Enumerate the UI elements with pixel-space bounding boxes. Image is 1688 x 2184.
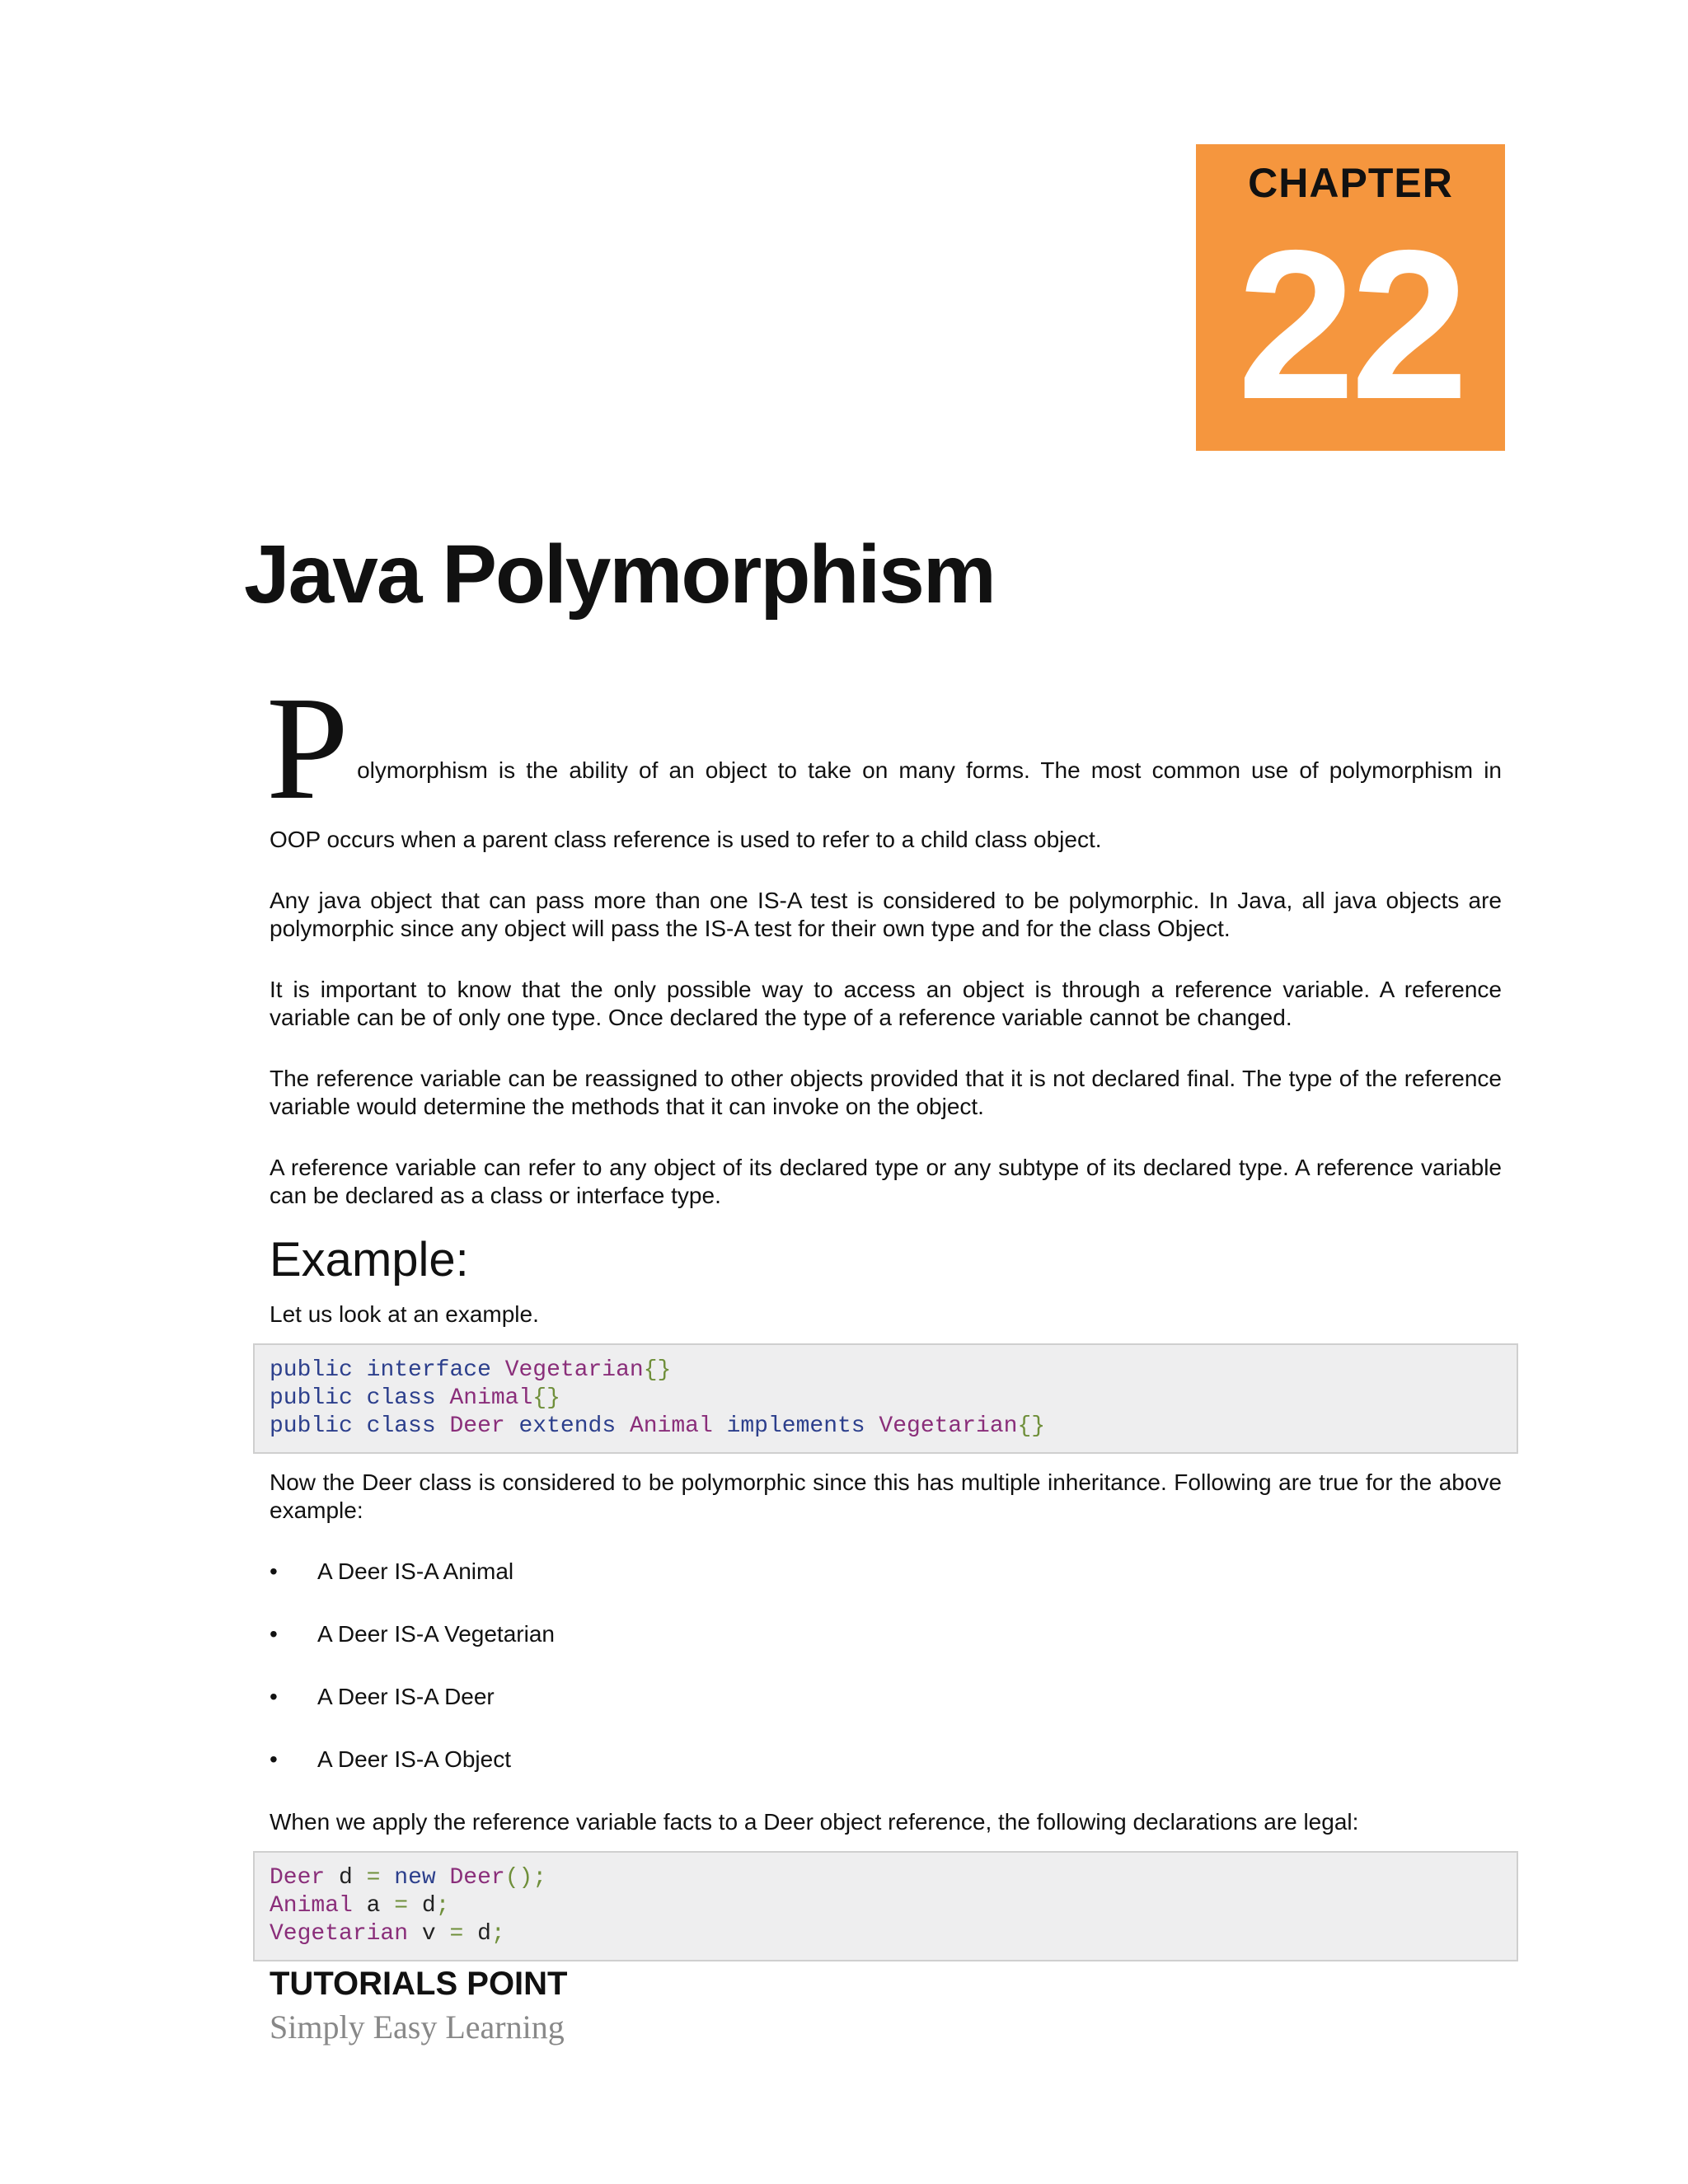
- code-token: public: [270, 1357, 353, 1383]
- page-title: Java Polymorphism: [244, 528, 995, 621]
- code-token: {}: [1017, 1413, 1046, 1439]
- declarations-intro: When we apply the reference variable facts to a Deer object reference, the following declarations are legal:: [270, 1809, 1359, 1835]
- code-token: Deer: [449, 1865, 505, 1891]
- code-token: ;: [490, 1921, 505, 1947]
- code-token: [616, 1413, 630, 1439]
- code-token: Animal: [270, 1893, 353, 1919]
- code-token: interface: [366, 1357, 491, 1383]
- code-token: =: [449, 1921, 464, 1947]
- list-item: • A Deer IS-A Deer: [270, 1683, 1502, 1711]
- code-token: ;: [435, 1893, 450, 1919]
- code-line: [270, 1357, 1502, 1385]
- code-token: v: [408, 1921, 450, 1947]
- code-token: [436, 1865, 450, 1891]
- code-line: [270, 1892, 1502, 1920]
- code-token: [380, 1865, 394, 1891]
- code-token: Animal: [629, 1413, 713, 1439]
- list-item: • A Deer IS-A Vegetarian: [270, 1620, 1502, 1648]
- code-token: {}: [532, 1385, 560, 1411]
- code-token: public: [270, 1413, 353, 1439]
- intro-first-line: olymorphism is the ability of an object to take on many forms. The most common use of polymorphism in: [357, 757, 1502, 783]
- code-token: Vegetarian: [504, 1357, 644, 1383]
- code-token: Vegetarian: [879, 1413, 1018, 1439]
- code-token: Deer: [270, 1865, 326, 1891]
- code-token: ();: [504, 1865, 547, 1891]
- code-token: [491, 1357, 505, 1383]
- code-token: Vegetarian: [270, 1921, 409, 1947]
- paragraph-declared-type: A reference variable can refer to any object of its declared type or any subtype of its declared type. A reference variable can be declared as a class or interface type.: [270, 1155, 1502, 1208]
- code-token: implements: [726, 1413, 865, 1439]
- code-line: [270, 1413, 1502, 1441]
- code-token: [353, 1357, 367, 1383]
- code-token: extends: [518, 1413, 617, 1439]
- intro-continuation: OOP occurs when a parent class reference is used to refer to a child class object.: [270, 827, 1102, 852]
- footer-brand: TUTORIALS POINT: [270, 1966, 568, 2002]
- paragraph-reassign: The reference variable can be reassigned to other objects provided that it is not declared final. The type of the reference variable would determine the methods that it can invoke on the object.: [270, 1066, 1502, 1119]
- intro-paragraph: [266, 666, 1502, 830]
- code-token: class: [366, 1413, 436, 1439]
- code-line: [270, 1864, 1502, 1892]
- code-block-declarations: [253, 1343, 1518, 1454]
- paragraph-reference-variable: It is important to know that the only possible way to access an object is through a reference variable. A reference variable can be of only one type. Once declared the type of a reference variable cannot be changed.: [270, 977, 1502, 1030]
- chapter-badge: [1196, 144, 1505, 451]
- is-a-list: [270, 1558, 1502, 1774]
- code-token: [353, 1385, 367, 1411]
- code-token: =: [366, 1865, 381, 1891]
- section-heading-example: Example:: [270, 1233, 469, 1286]
- example-lead: Let us look at an example.: [270, 1301, 539, 1327]
- code-token: Animal: [449, 1385, 533, 1411]
- code-token: d: [325, 1865, 367, 1891]
- code-block-legal-declarations: [253, 1851, 1518, 1961]
- code-line: [270, 1920, 1502, 1948]
- code-token: [436, 1413, 450, 1439]
- code-token: new: [394, 1865, 436, 1891]
- code-token: {}: [643, 1357, 672, 1383]
- after-code-paragraph: Now the Deer class is considered to be polymorphic since this has multiple inheritance. Following are true for the above example:: [270, 1469, 1502, 1523]
- code-line: [270, 1385, 1502, 1413]
- code-token: [353, 1413, 367, 1439]
- code-token: =: [394, 1893, 409, 1919]
- code-token: public: [270, 1385, 353, 1411]
- code-token: [713, 1413, 727, 1439]
- paragraph-is-a: Any java object that can pass more than one IS-A test is considered to be polymorphic. In Java, all java objects are polymorphic since any object will pass the IS-A test for their own type and for the class Object.: [270, 888, 1502, 941]
- code-token: a: [352, 1893, 395, 1919]
- list-item: • A Deer IS-A Animal: [270, 1558, 1502, 1586]
- code-token: d: [408, 1893, 436, 1919]
- chapter-number: 22: [1237, 205, 1464, 443]
- code-token: [865, 1413, 879, 1439]
- footer-tagline: Simply Easy Learning: [270, 2008, 565, 2046]
- drop-cap: P: [266, 666, 349, 830]
- code-token: [436, 1385, 450, 1411]
- code-token: [505, 1413, 519, 1439]
- code-token: Deer: [449, 1413, 505, 1439]
- code-token: d: [463, 1921, 491, 1947]
- list-item: • A Deer IS-A Object: [270, 1746, 1502, 1774]
- page-content: [266, 666, 1502, 1961]
- code-token: class: [366, 1385, 436, 1411]
- chapter-label: CHAPTER: [1248, 160, 1453, 206]
